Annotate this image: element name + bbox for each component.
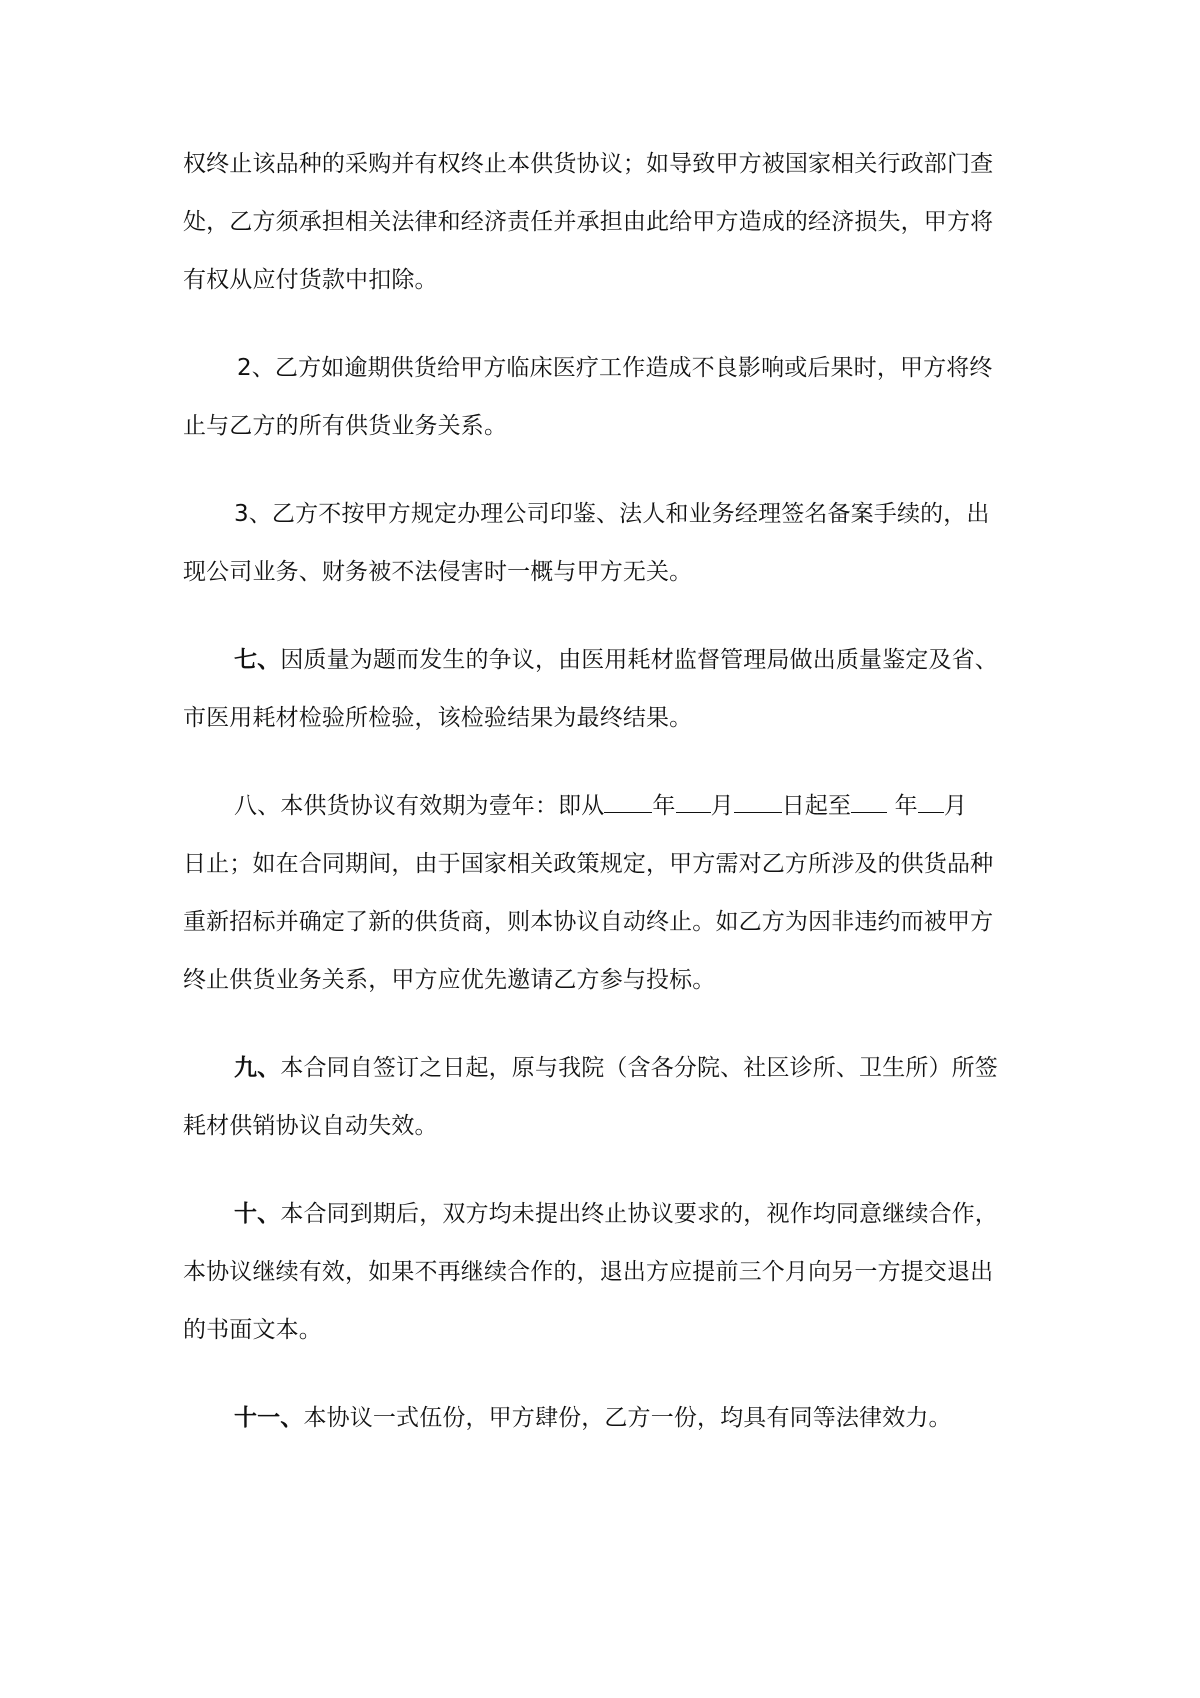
text-line: 本协议继续有效，如果不再继续合作的，退出方应提前三个月向另一方提交退出	[183, 1259, 994, 1285]
text-line: 止与乙方的所有供货业务关系。	[183, 413, 508, 439]
year-label: 年	[894, 793, 918, 819]
article-8-line	[234, 786, 967, 826]
blank-field-day	[734, 786, 782, 813]
text-line: 处，乙方须承担相关法律和经济责任并承担由此给甲方造成的经济损失，甲方将	[183, 209, 994, 235]
article-number: 九、	[234, 1055, 281, 1081]
article-9-line	[234, 1048, 998, 1088]
text-line: 日止；如在合同期间，由于国家相关政策规定，甲方需对乙方所涉及的供货品种	[183, 851, 994, 877]
article-text: 本供货协议有效期为壹年：即从	[280, 793, 605, 819]
text-line: 现公司业务、财务被不法侵害时一概与甲方无关。	[183, 559, 693, 585]
article-10-line	[234, 1194, 998, 1234]
article-number: 七、	[234, 647, 281, 673]
month-label: 月	[710, 793, 734, 819]
text-line: 有权从应付货款中扣除。	[183, 267, 438, 293]
blank-field-month	[918, 786, 944, 813]
year-label: 年	[652, 793, 676, 819]
text-line: 终止供货业务关系，甲方应优先邀请乙方参与投标。	[183, 967, 716, 993]
text-line: 重新招标并确定了新的供货商，则本协议自动终止。如乙方为因非违约而被甲方	[183, 909, 994, 935]
article-11-line	[234, 1398, 952, 1438]
blank-field-year	[851, 786, 887, 813]
blank-field-year	[604, 786, 652, 813]
article-number: 十、	[234, 1201, 281, 1227]
text-line: 耗材供销协议自动失效。	[183, 1113, 438, 1139]
blank-field-month	[676, 786, 711, 813]
text-line: 的书面文本。	[183, 1317, 322, 1343]
text-line: 3、乙方不按甲方规定办理公司印鉴、法人和业务经理签名备案手续的，出	[234, 501, 990, 527]
text-line: 权终止该品种的采购并有权终止本供货协议；如导致甲方被国家相关行政部门查	[183, 151, 994, 177]
article-text: 因质量为题而发生的争议，由医用耗材监督管理局做出质量鉴定及省、	[280, 647, 998, 673]
month-label: 月	[943, 793, 967, 819]
article-number: 十一、	[234, 1405, 304, 1431]
text-line: 2、乙方如逾期供货给甲方临床医疗工作造成不良影响或后果时，甲方将终	[237, 355, 993, 381]
day-label: 日起至	[781, 793, 852, 819]
article-text: 本合同自签订之日起，原与我院（含各分院、社区诊所、卫生所）所签	[280, 1055, 998, 1081]
article-number: 八、	[234, 793, 281, 819]
text-line: 市医用耗材检验所检验，该检验结果为最终结果。	[183, 705, 693, 731]
article-7-line	[234, 640, 998, 680]
article-text: 本合同到期后，双方均未提出终止协议要求的，视作均同意继续合作，	[280, 1201, 998, 1227]
article-text: 本协议一式伍份，甲方肆份，乙方一份，均具有同等法律效力。	[303, 1405, 952, 1431]
